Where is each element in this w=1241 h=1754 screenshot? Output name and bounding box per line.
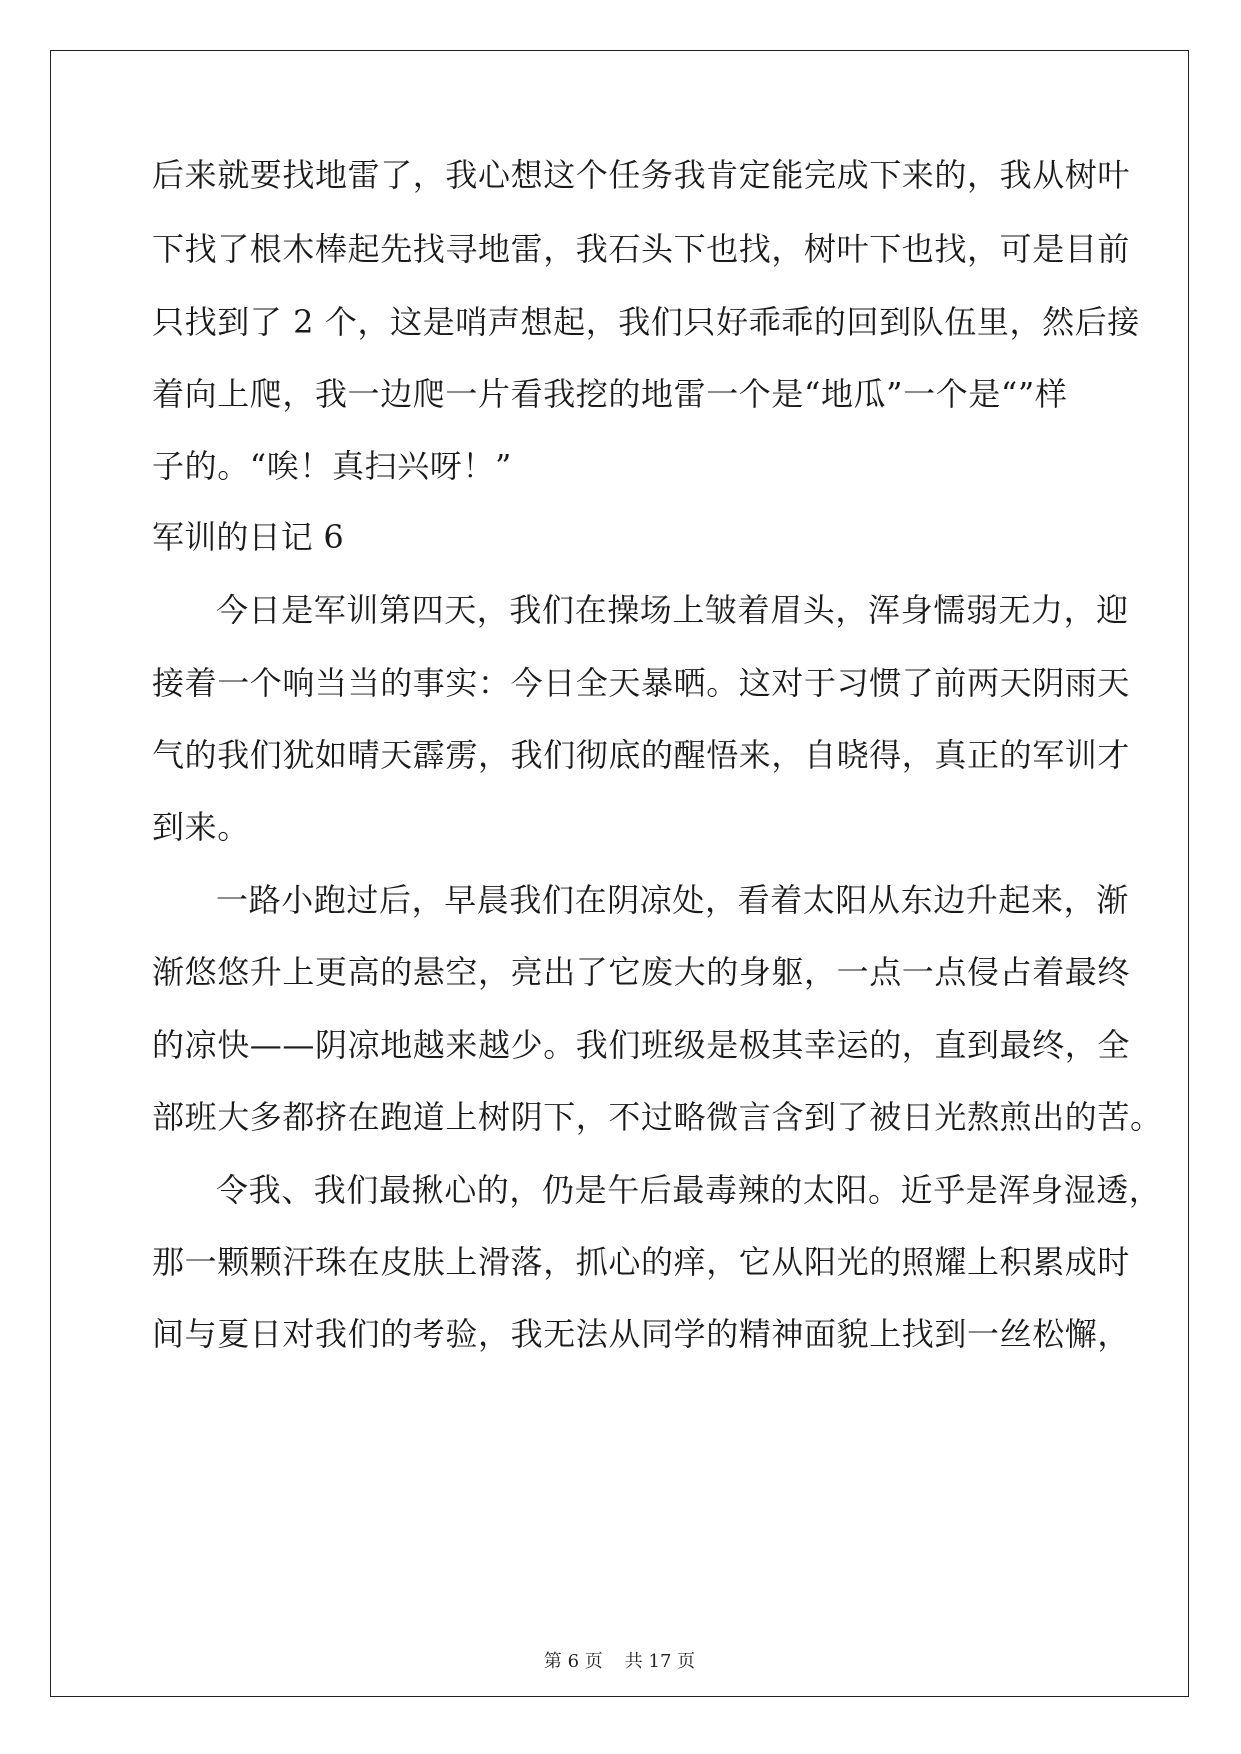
paragraph-line: 部班大多都挤在跑道上树阴下，不过略微言含到了被日光熬煎出的苦。	[152, 1098, 1163, 1136]
paragraph-line: 今日是军训第四天，我们在操场上皱着眉头，浑身懦弱无力，迎	[216, 591, 1129, 629]
paragraph-line: 令我、我们最揪心的，仍是午后最毒辣的太阳。近乎是浑身湿透，	[216, 1171, 1162, 1209]
paragraph-line: 下找了根木棒起先找寻地雷，我石头下也找，树叶下也找，可是目前	[152, 230, 1131, 268]
document-page	[50, 50, 1189, 1697]
paragraph-line: 只找到了 2 个，这是哨声想起，我们只好乖乖的回到队伍里，然后接	[152, 303, 1140, 341]
paragraph-line: 着向上爬，我一边爬一片看我挖的地雷一个是“地瓜”一个是“”样	[152, 375, 1068, 413]
page-total: 共 17 页	[624, 1651, 696, 1672]
page-footer	[51, 1647, 1188, 1673]
paragraph-line: 一路小跑过后，早晨我们在阴凉处，看着太阳从东边升起来，渐	[216, 881, 1129, 919]
paragraph-line: 到来。	[152, 808, 250, 846]
section-heading: 军训的日记 6	[152, 518, 344, 556]
paragraph-line: 后来就要找地雷了，我心想这个任务我肯定能完成下来的，我从树叶	[152, 156, 1131, 194]
paragraph-line: 那一颗颗汗珠在皮肤上滑落，抓心的痒，它从阳光的照耀上积累成时	[152, 1243, 1131, 1281]
paragraph-line: 接着一个响当当的事实：今日全天暴晒。这对于习惯了前两天阴雨天	[152, 664, 1131, 702]
paragraph-line: 气的我们犹如晴天霹雳，我们彻底的醒悟来，自晓得，真正的军训才	[152, 736, 1131, 774]
paragraph-line: 子的。“唉！真扫兴呀！”	[152, 447, 512, 485]
paragraph-line: 间与夏日对我们的考验，我无法从同学的精神面貌上找到一丝松懈，	[152, 1315, 1131, 1353]
paragraph-line: 的凉快——阴凉地越来越少。我们班级是极其幸运的，直到最终，全	[152, 1026, 1131, 1064]
paragraph-line: 渐悠悠升上更高的悬空，亮出了它废大的身躯，一点一点侵占着最终	[152, 953, 1131, 991]
page-number: 第 6 页	[543, 1651, 603, 1672]
